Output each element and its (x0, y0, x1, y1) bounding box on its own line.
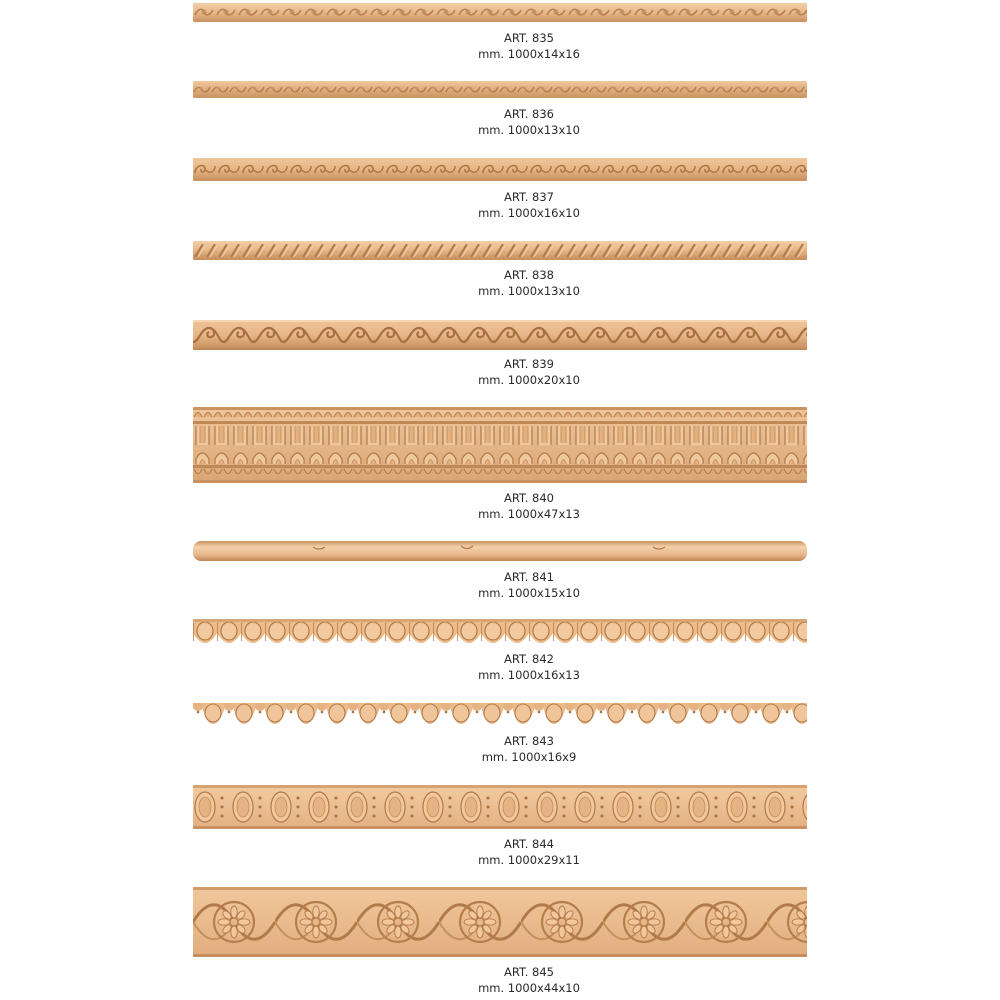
oval-and-bead-pattern (193, 785, 807, 829)
dimensions: mm. 1000x16x13 (478, 668, 580, 682)
art-number: ART. 844 (504, 837, 554, 851)
dimensions: mm. 1000x44x10 (478, 981, 580, 995)
caption-844 (379, 836, 679, 868)
egg-and-dart-small-pattern (193, 619, 807, 643)
art-number: ART. 845 (504, 965, 554, 979)
guilloche-rosette-pattern (193, 887, 807, 957)
art-number: ART. 842 (504, 652, 554, 666)
dimensions: mm. 1000x13x10 (478, 123, 580, 137)
caption-838 (379, 267, 679, 299)
caption-840 (379, 490, 679, 522)
art-number: ART. 835 (504, 31, 554, 45)
egg-and-dart-large-pattern (193, 407, 807, 483)
art-number: ART. 839 (504, 357, 554, 371)
caption-843 (379, 733, 679, 765)
wave-scroll-pattern (193, 320, 807, 350)
art-number: ART. 840 (504, 491, 554, 505)
acanthus-leaf-pattern (193, 81, 807, 98)
bamboo-pattern (193, 541, 807, 561)
running-scroll-pattern (193, 158, 807, 181)
dimensions: mm. 1000x16x10 (478, 206, 580, 220)
molding-837-image (193, 158, 807, 181)
molding-841-image (193, 541, 807, 561)
dimensions: mm. 1000x29x11 (478, 853, 580, 867)
caption-841 (379, 569, 679, 601)
caption-835 (379, 30, 679, 62)
caption-836 (379, 106, 679, 138)
dimensions: mm. 1000x47x13 (478, 507, 580, 521)
art-number: ART. 838 (504, 268, 554, 282)
art-number: ART. 837 (504, 190, 554, 204)
molding-840-image (193, 407, 807, 483)
molding-845-image (193, 887, 807, 957)
molding-844-image (193, 785, 807, 829)
molding-843-image (193, 702, 807, 725)
dimensions: mm. 1000x16x9 (481, 750, 577, 764)
dimensions: mm. 1000x14x16 (478, 47, 580, 61)
dimensions: mm. 1000x13x10 (478, 284, 580, 298)
caption-842 (379, 651, 679, 683)
caption-839 (379, 356, 679, 388)
rope-twist-pattern (193, 241, 807, 260)
dimensions: mm. 1000x15x10 (478, 586, 580, 600)
caption-837 (379, 189, 679, 221)
molding-839-image (193, 320, 807, 350)
art-number: ART. 836 (504, 107, 554, 121)
scroll-vine-pattern (193, 3, 807, 22)
molding-842-image (193, 619, 807, 643)
molding-835-image (193, 3, 807, 22)
art-number: ART. 843 (504, 734, 554, 748)
dimensions: mm. 1000x20x10 (478, 373, 580, 387)
caption-845 (379, 964, 679, 996)
art-number: ART. 841 (504, 570, 554, 584)
molding-836-image (193, 81, 807, 98)
molding-838-image (193, 241, 807, 260)
egg-and-bead-pattern (193, 702, 807, 725)
